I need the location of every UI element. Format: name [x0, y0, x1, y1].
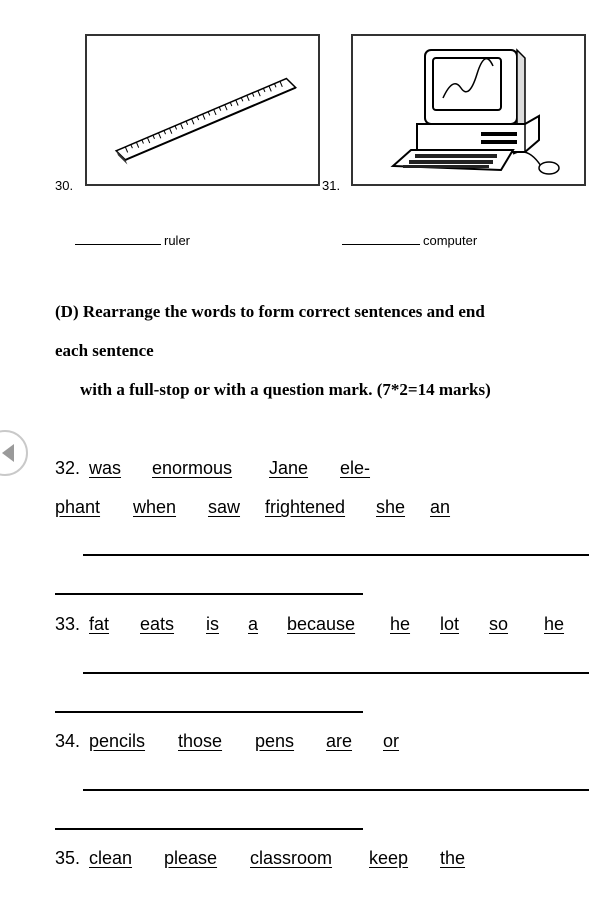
ruler-picture-frame [85, 34, 320, 186]
question-number: 32. [55, 458, 81, 478]
question-33-row1 [0, 614, 595, 638]
word-tile: ele- [340, 458, 371, 478]
word-tile: lot [440, 614, 460, 634]
answer-blank-30 [75, 233, 190, 248]
question-35-row1 [0, 848, 595, 872]
word-tile: enormous [152, 458, 233, 478]
question-34-row1 [0, 731, 595, 755]
answer-line [55, 593, 363, 595]
word-tile: fat [89, 614, 110, 634]
answer-line [83, 789, 589, 791]
question-32-row1 [0, 458, 595, 482]
question-number: 34. [55, 731, 81, 751]
computer-icon [353, 36, 584, 184]
chevron-left-icon [2, 444, 14, 462]
answer-word: computer [423, 233, 478, 248]
word-tile: eats [140, 614, 175, 634]
word-tile: she [376, 497, 406, 517]
blank-line [75, 234, 161, 245]
answer-line [83, 554, 589, 556]
answer-word: ruler [164, 233, 191, 248]
ruler-icon [87, 36, 318, 184]
word-tile: so [489, 614, 509, 634]
word-tile: keep [369, 848, 409, 868]
word-tile: are [326, 731, 353, 751]
word-tile: was [89, 458, 122, 478]
section-d-heading-line2: each sentence [55, 341, 154, 360]
word-tile: pens [255, 731, 295, 751]
answer-line [83, 672, 589, 674]
word-tile: a [248, 614, 259, 634]
computer-picture-frame [351, 34, 586, 186]
word-tile: pencils [89, 731, 146, 751]
word-tile: the [440, 848, 466, 868]
word-tile: when [133, 497, 177, 517]
blank-line [342, 234, 420, 245]
word-tile: saw [208, 497, 241, 517]
word-tile: phant [55, 497, 101, 517]
word-tile: frightened [265, 497, 346, 517]
word-tile: Jane [269, 458, 309, 478]
answer-line [55, 711, 363, 713]
section-d-heading-line1: (D) Rearrange the words to form correct sentences and end [55, 302, 485, 321]
section-d-heading-line3: with a full-stop or with a question mark. (7*2=14 marks) [80, 380, 491, 399]
answer-blank-31 [342, 233, 477, 248]
picture-number: 31. [322, 178, 341, 193]
answer-line [55, 828, 363, 830]
word-tile: those [178, 731, 223, 751]
question-number: 35. [55, 848, 81, 868]
question-number: 33. [55, 614, 81, 634]
word-tile: please [164, 848, 218, 868]
word-tile: because [287, 614, 356, 634]
word-tile: classroom [250, 848, 333, 868]
word-tile: he [390, 614, 411, 634]
picture-number: 30. [55, 178, 74, 193]
question-32-row2 [0, 497, 595, 521]
word-tile: or [383, 731, 400, 751]
word-tile: is [206, 614, 219, 634]
word-tile: he [544, 614, 565, 634]
word-tile: clean [89, 848, 133, 868]
word-tile: an [430, 497, 451, 517]
